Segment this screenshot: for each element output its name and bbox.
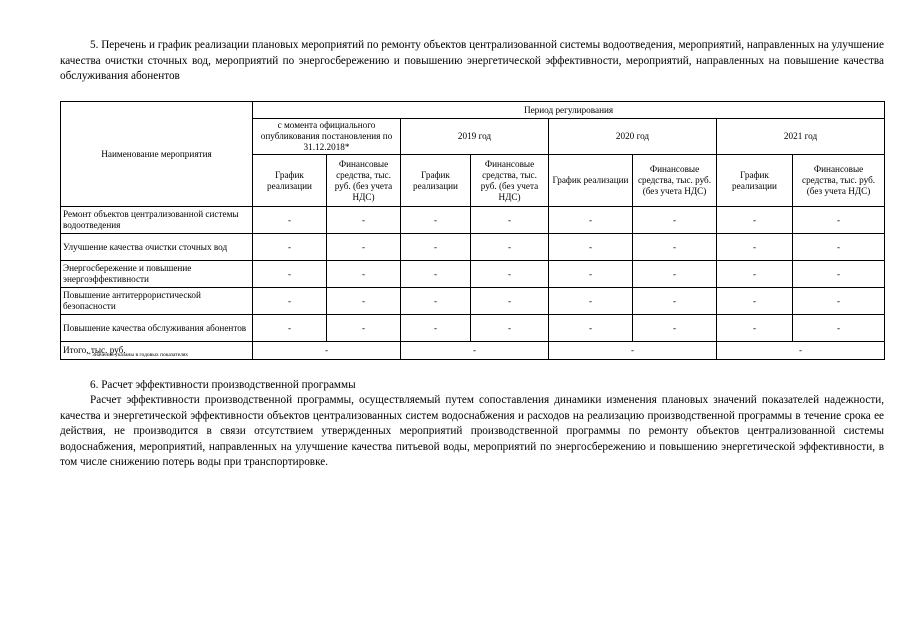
section5: [60, 38, 884, 85]
cell: -: [471, 234, 549, 261]
sub-finance: Финансовые средства, тыс. руб. (без учета НДС): [327, 155, 401, 207]
cell: -: [327, 261, 401, 288]
table-footnote: * Значения указаны в годовых показателях: [88, 352, 189, 358]
cell: -: [717, 315, 793, 342]
row-name: Энергосбережение и повышение энергоэффективности: [61, 261, 253, 288]
period-2021: 2021 год: [717, 119, 885, 155]
section6: [60, 378, 884, 471]
row-name: Повышение качества обслуживания абонентов: [61, 315, 253, 342]
cell: -: [327, 207, 401, 234]
cell: -: [549, 261, 633, 288]
section6-body: Расчет эффективности производственной программы, осуществляемый путем сопоставления динамики изменения плановых значений показателей надежности, качества и энергетической эффективности объектов централизованных систем водоснабжения и расходов на реализацию производственной программы в течение срока ее действия, не производится в связи отсутствием утвержденных мероприятий производственной программы по ремонту объектов централизованной системы водоснабжения, мероприятий, направленных на улучшение качества питьевой воды, мероприятий по энергосбережению и повышению энергетической эффективности, в том числе снижению потерь воды при транспортировке.: [60, 394, 884, 468]
cell: -: [327, 234, 401, 261]
cell: -: [793, 315, 885, 342]
cell: -: [253, 234, 327, 261]
total-cell: -: [549, 342, 717, 360]
cell: -: [633, 261, 717, 288]
cell: -: [401, 234, 471, 261]
cell: -: [717, 288, 793, 315]
cell: -: [793, 207, 885, 234]
cell: -: [401, 207, 471, 234]
cell: -: [633, 288, 717, 315]
cell: -: [327, 288, 401, 315]
sub-schedule: График реализации: [253, 155, 327, 207]
total-cell: -: [253, 342, 401, 360]
period-2018: с момента официального опубликования постановления по 31.12.2018*: [253, 119, 401, 155]
col-name-header: Наименование мероприятия: [61, 102, 253, 207]
cell: -: [401, 288, 471, 315]
cell: -: [253, 207, 327, 234]
cell: -: [549, 207, 633, 234]
table-row: [61, 207, 885, 234]
total-cell: -: [401, 342, 549, 360]
cell: -: [253, 315, 327, 342]
cell: -: [471, 207, 549, 234]
cell: -: [717, 261, 793, 288]
cell: -: [549, 234, 633, 261]
cell: -: [549, 288, 633, 315]
section6-title: 6. Расчет эффективности производственной программы: [90, 379, 356, 391]
cell: -: [327, 315, 401, 342]
cell: -: [549, 315, 633, 342]
plan-table: [60, 101, 885, 360]
table-row: [61, 315, 885, 342]
sub-schedule: График реализации: [549, 155, 633, 207]
cell: -: [793, 234, 885, 261]
cell: -: [471, 288, 549, 315]
total-label: Итого, тыс. руб.: [61, 342, 253, 360]
cell: -: [401, 315, 471, 342]
cell: -: [717, 234, 793, 261]
row-name: Повышение антитеррористической безопасности: [61, 288, 253, 315]
table-row: [61, 288, 885, 315]
table-row: [61, 234, 885, 261]
sub-schedule: График реализации: [401, 155, 471, 207]
sub-finance: Финансовые средства, тыс. руб. (без учета НДС): [471, 155, 549, 207]
row-name: Улучшение качества очистки сточных вод: [61, 234, 253, 261]
cell: -: [633, 234, 717, 261]
total-cell: -: [717, 342, 885, 360]
cell: -: [471, 261, 549, 288]
cell: -: [253, 288, 327, 315]
cell: -: [793, 288, 885, 315]
sub-finance: Финансовые средства, тыс. руб. (без учета НДС): [633, 155, 717, 207]
cell: -: [401, 261, 471, 288]
section5-heading: 5. Перечень и график реализации плановых мероприятий по ремонту объектов централизованной системы водоотведения, мероприятий, направленных на улучшение качества очистки сточных вод, мероприятий по энергосбережению и повышению энергетической эффективности, мероприятий, направленных на повышение качества обслуживания абонентов: [60, 39, 884, 82]
sub-finance: Финансовые средства, тыс. руб. (без учета НДС): [793, 155, 885, 207]
cell: -: [253, 261, 327, 288]
cell: -: [717, 207, 793, 234]
period-2019: 2019 год: [401, 119, 549, 155]
cell: -: [793, 261, 885, 288]
sub-schedule: График реализации: [717, 155, 793, 207]
period-2020: 2020 год: [549, 119, 717, 155]
table-row: [61, 261, 885, 288]
cell: -: [633, 315, 717, 342]
cell: -: [633, 207, 717, 234]
row-name: Ремонт объектов централизованной системы водоотведения: [61, 207, 253, 234]
period-header: Период регулирования: [253, 102, 885, 119]
cell: -: [471, 315, 549, 342]
